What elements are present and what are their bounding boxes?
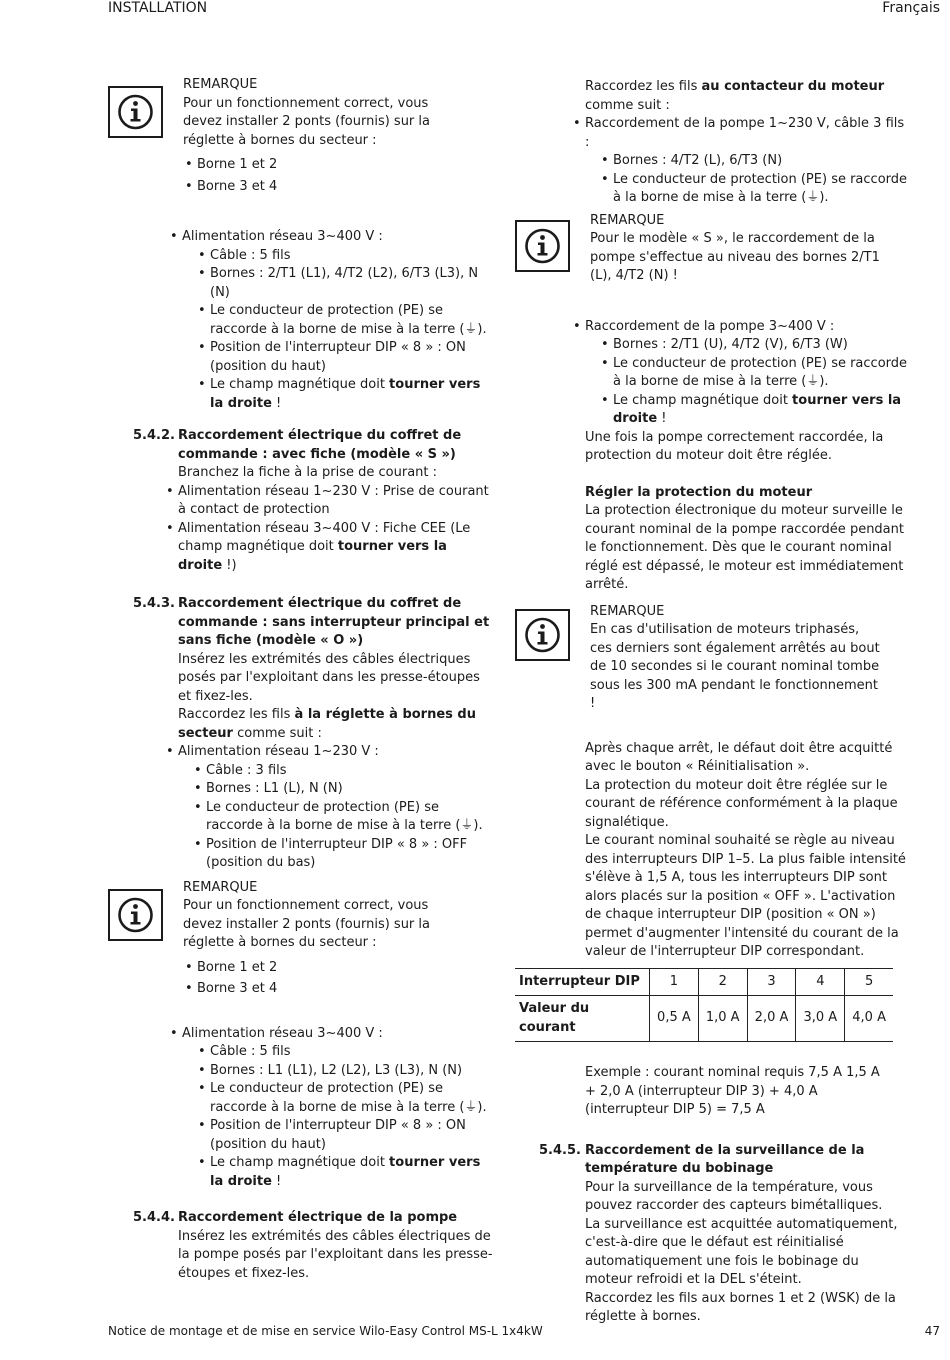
table-cell: 4 <box>796 968 845 996</box>
list-item: • Position de l'interrupteur DIP « 8 » : ON (position du haut) <box>196 1117 493 1154</box>
note-text: Pour un fonctionnement correct, vous devez installer 2 ponts (fournis) sur la réglette à bornes du secteur : <box>183 95 430 148</box>
table-cell: 1 <box>650 968 699 996</box>
page-header <box>0 0 950 20</box>
list-item: • Le conducteur de protection (PE) se raccorde à la borne de mise à la terre (⏚). <box>599 355 910 392</box>
section-heading: 5.4.2. Raccordement électrique du coffret de commande : avec fiche (modèle « S ») <box>133 428 462 462</box>
list-item: • Borne 1 et 2 <box>183 959 493 978</box>
list-item: • Câble : 5 fils <box>196 247 493 266</box>
supply-list-1 <box>108 228 493 413</box>
section-heading: 5.4.4. Raccordement électrique de la pompe <box>108 1209 493 1228</box>
page-number: 47 <box>924 1324 940 1338</box>
note-title: REMARQUE <box>590 212 665 228</box>
list-item: • Le champ magnétique doit tourner vers la droite ! <box>196 376 493 413</box>
dip-switch-table <box>515 968 893 1043</box>
list-item: • Alimentation réseau 1~230 V : Prise de courant à contact de protection <box>164 483 493 520</box>
table-cell: 3 <box>747 968 796 996</box>
note-title: REMARQUE <box>590 603 665 619</box>
subheading: Régler la protection du moteur <box>585 484 813 500</box>
note-list <box>183 156 493 196</box>
list-item: • Alimentation réseau 3~400 V : • Câble : 5 fils • Bornes : 2/T1 (L1), 4/T2 (L2), 6/T3 (L3), N (N) • Le conducteur de protection (PE) se raccorde à la borne de mise à la terre (⏚). • Position de l'interrupteur DIP « 8 » : ON (position du haut) • Le champ magnétique doit tourner vers la droite ! <box>168 228 493 413</box>
supply-list-2 <box>108 1025 493 1192</box>
section-heading: 5.4.3. Raccordement électrique du coffret de commande : sans interrupteur principal et sans fiche (modèle « O ») <box>133 596 490 648</box>
section-body: Une fois la pompe correctement raccordée, la protection du moteur doit être réglée. Régler la protection du moteur La protection électronique du moteur surveille le courant nominal de la pompe raccordée pendant le fonctionnement. Dès que le courant nominal réglé est dépassé, le moteur est immédiatement arrêté. <box>515 429 910 595</box>
note-text: En cas d'utilisation de moteurs triphasés, ces derniers sont également arrêtés au bout de 10 secondes si le courant nominal tombe sous les 300 mA pendant le fonctionnement ! <box>590 622 880 711</box>
table-cell: 3,0 A <box>796 996 845 1042</box>
section-body: Insérez les extrémités des câbles électriques de la pompe posés par l'exploitant dans les presse-étoupes et fixez-les. <box>178 1228 493 1281</box>
list-item: • Raccordement de la pompe 1~230 V, câble 3 fils : • Bornes : 4/T2 (L), 6/T3 (N) • Le conducteur de protection (PE) se raccorde à la borne de mise à la terre (⏚). <box>571 115 910 208</box>
note-box <box>108 879 493 999</box>
example-text: Exemple : courant nominal requis 7,5 A 1,5 A + 2,0 A (interrupteur DIP 3) + 4,0 A (interrupteur DIP 5) = 7,5 A <box>585 1065 880 1117</box>
section-number: 5.4.3. <box>133 596 175 611</box>
table-row <box>515 996 893 1042</box>
list-item: • Borne 3 et 4 <box>183 980 493 999</box>
note-box <box>108 76 493 196</box>
section-number: 5.4.5. <box>539 1142 581 1158</box>
section-number: 5.4.4. <box>133 1210 175 1225</box>
list-item: • Bornes : 2/T1 (L1), 4/T2 (L2), 6/T3 (L3), N (N) <box>196 265 493 302</box>
table-header-cell: Interrupteur DIP <box>515 968 650 996</box>
section-body: Pour la surveillance de la température, vous pouvez raccorder des capteurs bimétalliques. La surveillance est acquittée automatiquement, c'est-à-dire que le défaut est réinitialisé automatiquement une fois le bobinage du moteur refroidi et la DEL s'éteint. Raccordez les fils aux bornes 1 et 2 (WSK) de la réglette à bornes. <box>585 1179 898 1324</box>
right-column <box>515 78 910 1327</box>
note-title: REMARQUE <box>183 77 258 92</box>
list-item: • Le champ magnétique doit tourner vers la droite ! <box>599 392 910 429</box>
list-item: • Position de l'interrupteur DIP « 8 » : OFF (position du bas) <box>192 836 493 873</box>
list-item: • Alimentation réseau 3~400 V : Fiche CEE (Le champ magnétique doit tourner vers la droite !) <box>164 520 493 576</box>
list-item: • Câble : 5 fils <box>196 1043 493 1062</box>
list-item: • Raccordement de la pompe 3~400 V : • Bornes : 2/T1 (U), 4/T2 (V), 6/T3 (W) • Le conducteur de protection (PE) se raccorde à la borne de mise à la terre (⏚). • Le champ magnétique doit tourner vers la droite ! <box>571 318 910 429</box>
note-text: Pour le modèle « S », le raccordement de la pompe s'effectue au niveau des bornes 2/T1 (L), 4/T2 (N) ! <box>590 231 880 283</box>
list-item: • Bornes : 4/T2 (L), 6/T3 (N) <box>599 152 910 171</box>
language-label: Français <box>882 0 940 16</box>
supply-list <box>108 483 493 576</box>
list-item: • Bornes : L1 (L), N (N) <box>192 780 493 799</box>
list-item: • Câble : 3 fils <box>192 762 493 781</box>
list-item: • Le conducteur de protection (PE) se raccorde à la borne de mise à la terre (⏚). <box>192 799 493 836</box>
table-cell: 5 <box>845 968 893 996</box>
note-title: REMARQUE <box>183 879 258 895</box>
note-list <box>183 959 493 999</box>
section-body: Après chaque arrêt, le défaut doit être acquitté avec le bouton « Réinitialisation ». La protection du moteur doit être réglée sur le courant de référence conformément à la plaque signalétique. Le courant nominal souhaité se règle au niveau des interrupteurs DIP 1–5. La plus faible intensité s'élève à 1,5 A, tous les interrupteurs DIP sont alors placés sur la position « OFF ». L'activation de chaque interrupteur DIP (position « ON ») permet d'augmenter l'intensité du courant de la valeur de l'interrupteur DIP correspondant. <box>585 740 906 959</box>
list-item: • Bornes : 2/T1 (U), 4/T2 (V), 6/T3 (W) <box>599 336 910 355</box>
info-icon <box>515 609 570 661</box>
section-body: Branchez la fiche à la prise de courant : <box>178 465 438 480</box>
info-icon <box>515 220 570 272</box>
list-item: • Le champ magnétique doit tourner vers la droite ! <box>196 1154 493 1191</box>
section-number: 5.4.2. <box>133 428 175 443</box>
footer-text: Notice de montage et de mise en service Wilo-Easy Control MS-L 1x4kW <box>108 1324 543 1338</box>
note-text: Pour un fonctionnement correct, vous devez installer 2 ponts (fournis) sur la réglette à bornes du secteur : <box>183 898 430 950</box>
table-row <box>515 968 893 996</box>
list-item: • Alimentation réseau 1~230 V : • Câble : 3 fils • Bornes : L1 (L), N (N) • Le conducteur de protection (PE) se raccorde à la borne de mise à la terre (⏚). • Position de l'interrupteur DIP « 8 » : OFF (position du bas) <box>164 743 493 873</box>
left-column <box>108 76 493 1283</box>
page-footer <box>108 1322 940 1341</box>
intro-paragraph: Raccordez les fils au contacteur du moteur comme suit : <box>585 79 885 113</box>
table-cell: 1,0 A <box>698 996 747 1042</box>
list-item: • Le conducteur de protection (PE) se raccorde à la borne de mise à la terre (⏚). <box>599 171 910 208</box>
section-heading: 5.4.5. Raccordement de la surveillance de la température du bobinage <box>539 1142 865 1176</box>
list-item: • Position de l'interrupteur DIP « 8 » : ON (position du haut) <box>196 339 493 376</box>
table-cell: 0,5 A <box>650 996 699 1042</box>
list-item: • Alimentation réseau 3~400 V : • Câble : 5 fils • Bornes : L1 (L1), L2 (L2), L3 (L3), N (N) • Le conducteur de protection (PE) se raccorde à la borne de mise à la terre (⏚). • Position de l'interrupteur DIP « 8 » : ON (position du haut) • Le champ magnétique doit tourner vers la droite ! <box>168 1025 493 1192</box>
list-item: • Bornes : L1 (L1), L2 (L2), L3 (L3), N (N) <box>196 1062 493 1081</box>
pump-list-2 <box>515 318 910 429</box>
list-item: • Borne 3 et 4 <box>183 178 493 197</box>
table-cell: 4,0 A <box>845 996 893 1042</box>
list-item: • Le conducteur de protection (PE) se raccorde à la borne de mise à la terre (⏚). <box>196 302 493 339</box>
list-item: • Le conducteur de protection (PE) se raccorde à la borne de mise à la terre (⏚). <box>196 1080 493 1117</box>
pump-list-1 <box>515 115 910 208</box>
note-box <box>515 212 910 286</box>
table-header-cell: Valeur du courant <box>515 996 650 1042</box>
supply-list <box>108 743 493 873</box>
table-cell: 2,0 A <box>747 996 796 1042</box>
list-item: • Borne 1 et 2 <box>183 156 493 175</box>
section-body: Insérez les extrémités des câbles électriques posés par l'exploitant dans les presse-étoupes et fixez-les. Raccordez les fils à la réglette à bornes du secteur comme suit : <box>178 651 480 741</box>
info-icon <box>108 86 163 138</box>
section-title: INSTALLATION <box>108 0 208 16</box>
info-icon <box>108 889 163 941</box>
note-box <box>515 603 910 714</box>
table-cell: 2 <box>698 968 747 996</box>
